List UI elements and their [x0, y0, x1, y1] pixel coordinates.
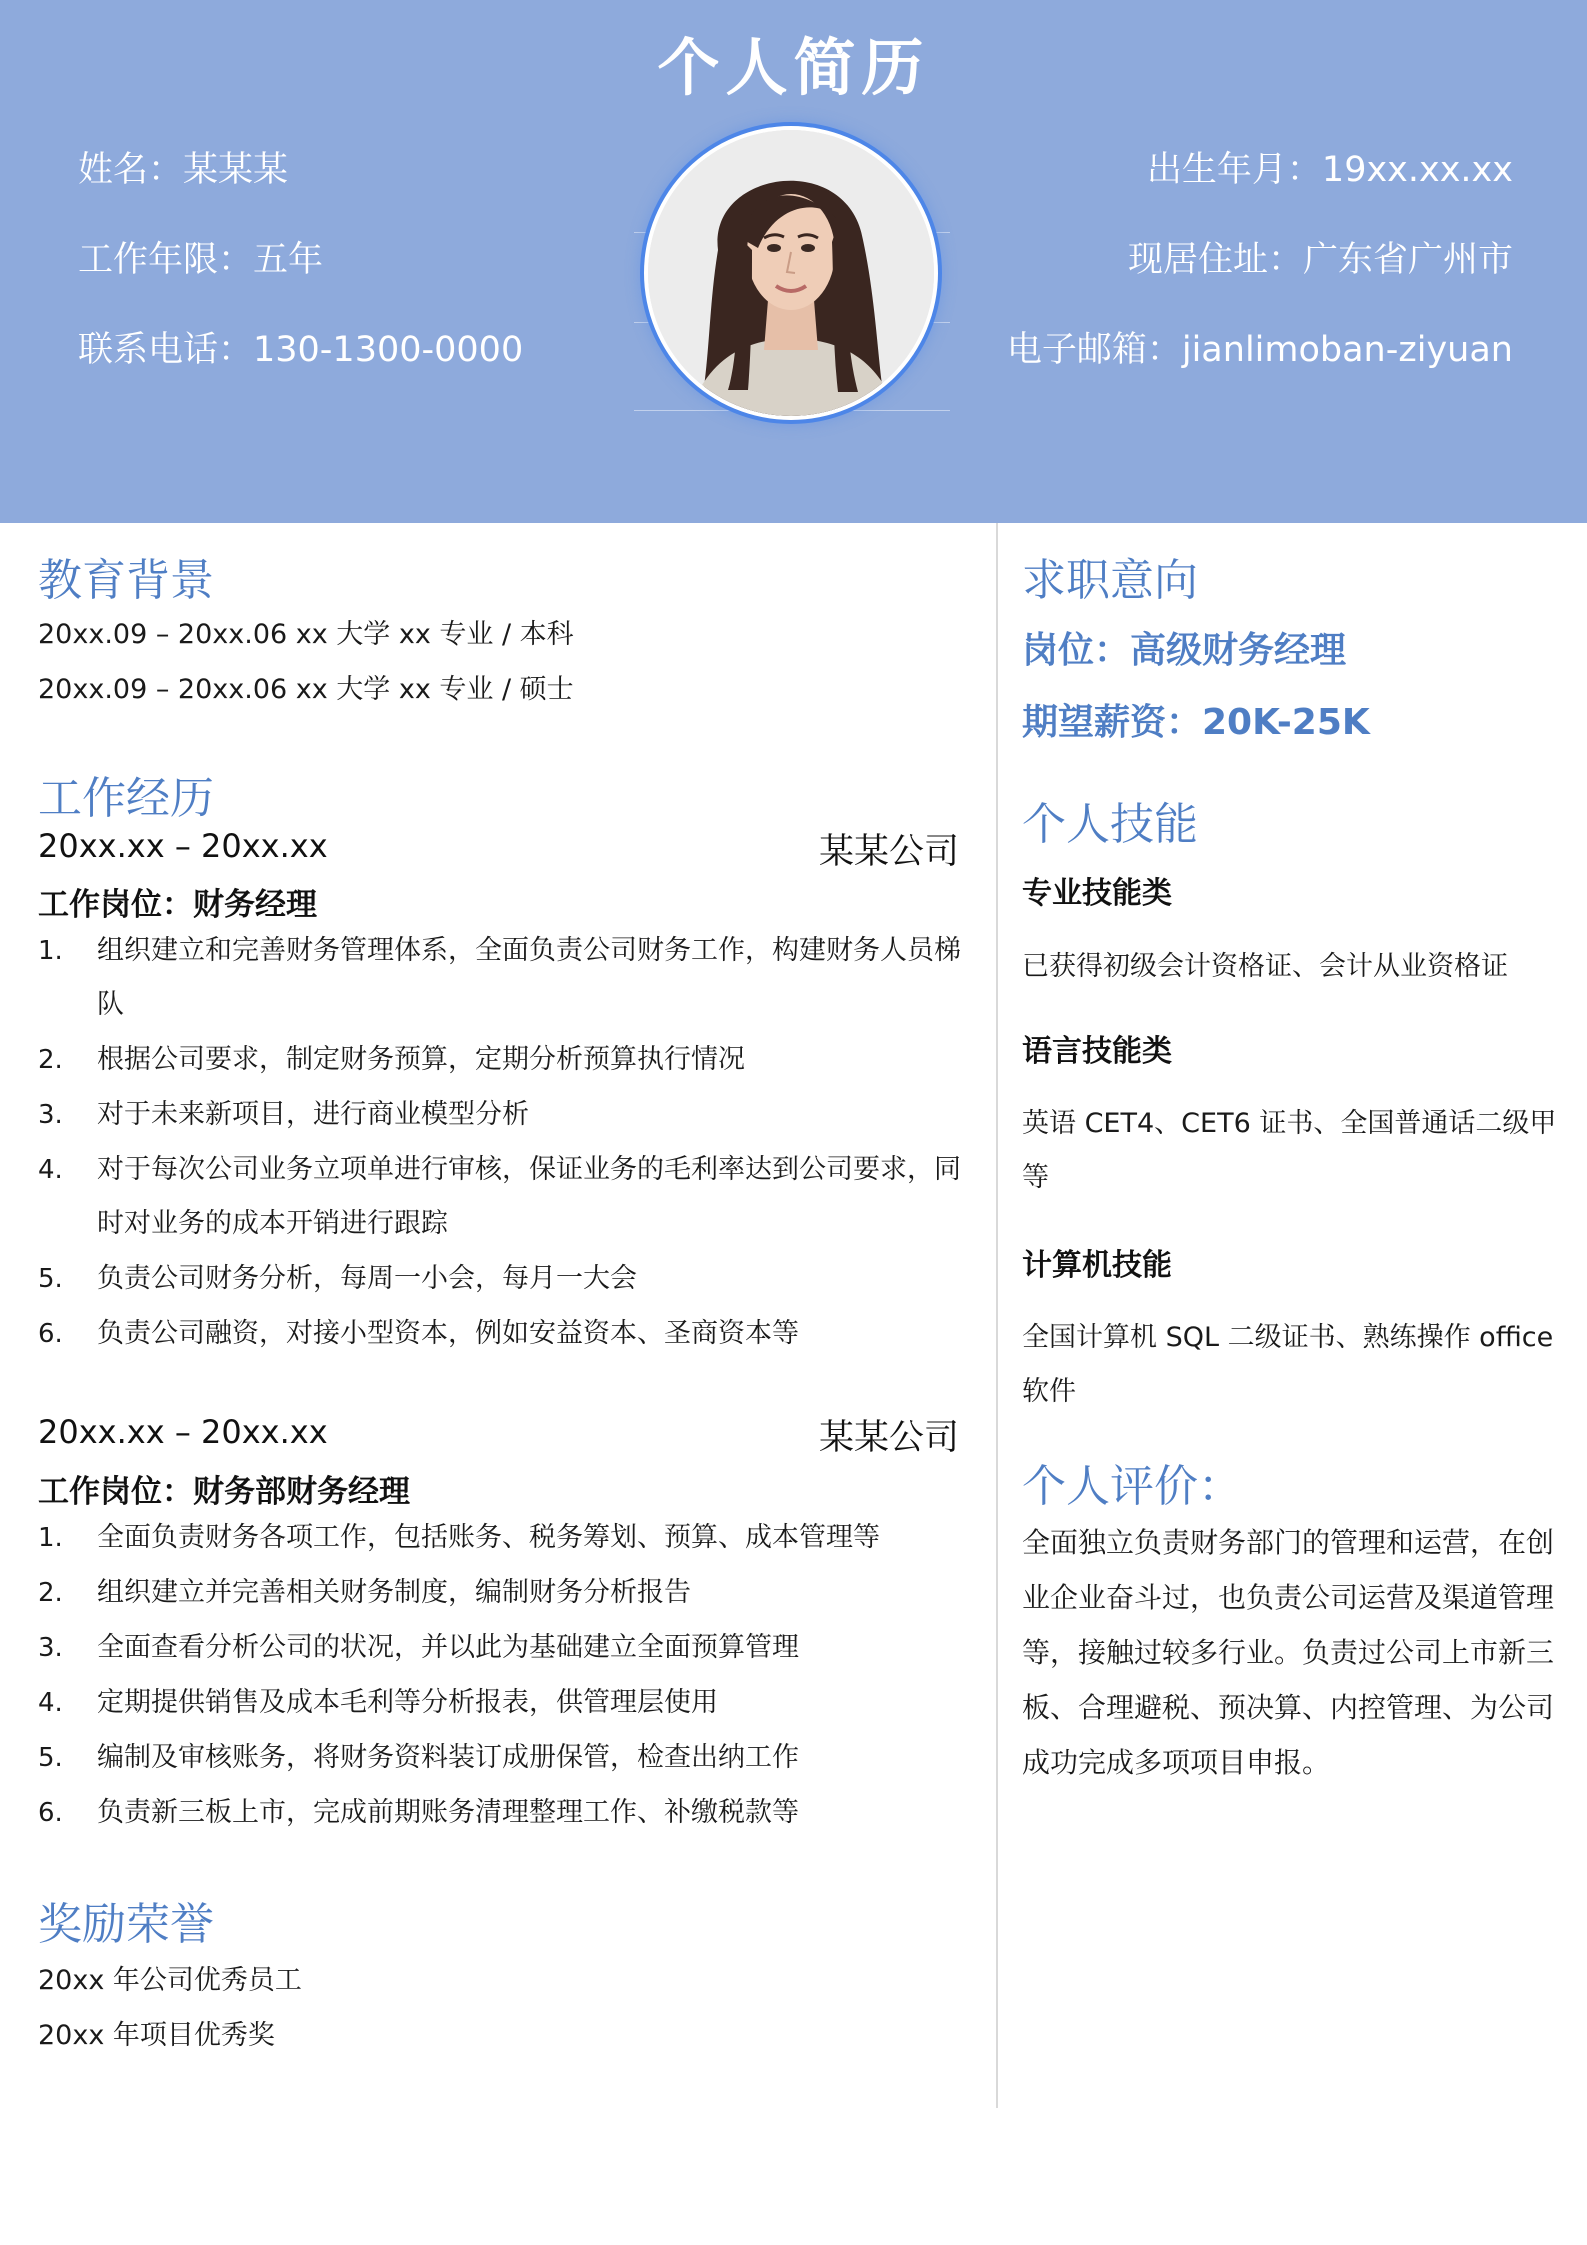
skill-text: 已获得初级会计资格证、会计从业资格证: [1022, 951, 1508, 982]
award-item: 20xx 年项目优秀奖: [38, 2020, 275, 2051]
duty-number: 1.: [38, 1523, 63, 1553]
duty-number: 5.: [38, 1264, 63, 1294]
job-duty: 对于每次公司业务立项单进行审核，保证业务的毛利率达到公司要求，同时对业务的成本开销进行跟踪: [97, 1154, 961, 1239]
intent-salary: 期望薪资：20K-25K: [1022, 702, 1370, 743]
duty-number: 5.: [38, 1743, 63, 1773]
job-duty: 组织建立和完善财务管理体系，全面负责公司财务工作，构建财务人员梯队: [97, 935, 961, 1020]
job-position: 工作岗位：财务部财务经理: [38, 1474, 410, 1510]
name-field: 姓名：某某某: [78, 150, 289, 190]
work-title: 工作经历: [38, 773, 214, 824]
evaluation-title: 个人评价：: [1022, 1461, 1242, 1512]
email-field: 电子邮箱：jianlimoban-ziyuan: [1006, 330, 1513, 370]
header-banner: [0, 0, 1587, 523]
duty-number: 6.: [38, 1319, 63, 1349]
skills-title: 个人技能: [1022, 799, 1198, 850]
duty-number: 2.: [38, 1578, 63, 1608]
intent-title: 求职意向: [1022, 555, 1198, 606]
job-duty: 全面负责财务各项工作，包括账务、税务筹划、预算、成本管理等: [97, 1522, 880, 1553]
job-duty: 负责公司财务分析，每周一小会，每月一大会: [97, 1263, 637, 1294]
address-field: 现居住址：广东省广州市: [1127, 240, 1513, 280]
duty-number: 4.: [38, 1155, 63, 1185]
column-divider: [996, 523, 998, 2108]
duty-number: 2.: [38, 1045, 63, 1075]
skill-text: 全国计算机 SQL 二级证书、熟练操作 office 软件: [1022, 1322, 1554, 1407]
education-item: 20xx.09 – 20xx.06 xx 大学 xx 专业 / 硕士: [38, 674, 574, 705]
skill-category: 语言技能类: [1022, 1034, 1172, 1069]
award-item: 20xx 年公司优秀员工: [38, 1965, 302, 1996]
education-item: 20xx.09 – 20xx.06 xx 大学 xx 专业 / 本科: [38, 619, 574, 650]
skill-text: 英语 CET4、CET6 证书、全国普通话二级甲等: [1022, 1108, 1557, 1193]
skill-category: 计算机技能: [1022, 1248, 1172, 1283]
job-duty: 组织建立并完善相关财务制度，编制财务分析报告: [97, 1577, 691, 1608]
job-duty: 负责新三板上市，完成前期账务清理整理工作、补缴税款等: [97, 1797, 799, 1828]
job-duty: 全面查看分析公司的状况，并以此为基础建立全面预算管理: [97, 1632, 799, 1663]
job-position: 工作岗位：财务经理: [38, 887, 317, 923]
job-duty: 定期提供销售及成本毛利等分析报表，供管理层使用: [97, 1687, 718, 1718]
job-duty: 对于未来新项目，进行商业模型分析: [97, 1099, 529, 1130]
job-period: 20xx.xx – 20xx.xx: [38, 1413, 328, 1451]
job-period: 20xx.xx – 20xx.xx: [38, 827, 328, 865]
skill-category: 专业技能类: [1022, 876, 1172, 911]
job-company: 某某公司: [818, 1418, 959, 1458]
education-title: 教育背景: [38, 555, 214, 606]
work-years-field: 工作年限：五年: [78, 240, 324, 280]
duty-number: 6.: [38, 1798, 63, 1828]
phone-field: 联系电话：130-1300-0000: [78, 330, 524, 370]
job-duty: 负责公司融资，对接小型资本，例如安益资本、圣商资本等: [97, 1318, 799, 1349]
evaluation-text: 全面独立负责财务部门的管理和运营，在创业企业奋斗过，也负责公司运营及渠道管理等，接触过较多行业。负责过公司上市新三板、合理避税、预决算、内控管理、为公司成功完成多项项目申报。: [1022, 1526, 1555, 1779]
duty-number: 3.: [38, 1633, 63, 1663]
duty-number: 1.: [38, 936, 63, 966]
profile-photo: [648, 130, 934, 416]
awards-title: 奖励荣誉: [38, 1899, 214, 1950]
job-duty: 根据公司要求，制定财务预算，定期分析预算执行情况: [97, 1044, 745, 1075]
resume-title: 个人简历: [657, 31, 930, 104]
birth-field: 出生年月：19xx.xx.xx: [1146, 150, 1513, 190]
portrait-illustration: [648, 130, 934, 416]
job-company: 某某公司: [818, 832, 959, 872]
duty-number: 4.: [38, 1688, 63, 1718]
duty-number: 3.: [38, 1100, 63, 1130]
intent-position: 岗位：高级财务经理: [1022, 630, 1347, 671]
job-duty: 编制及审核账务，将财务资料装订成册保管，检查出纳工作: [97, 1742, 799, 1773]
